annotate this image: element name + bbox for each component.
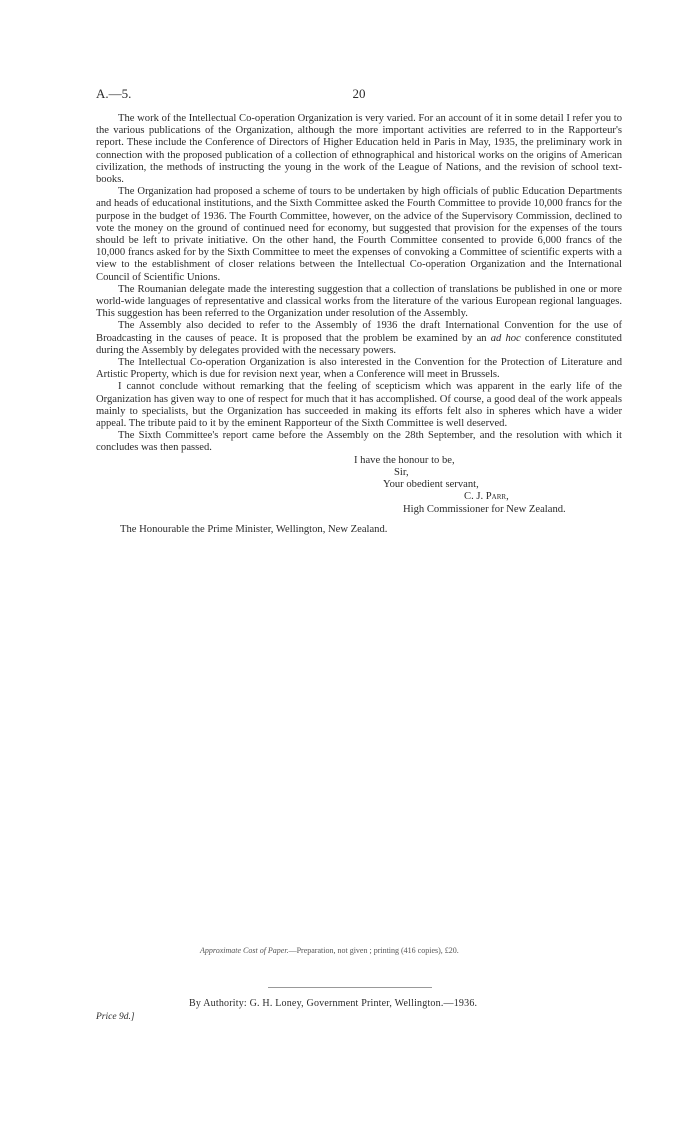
paragraph-text: conference constituted during the Assembly by delegates provided with the necessary powers. (96, 332, 622, 356)
printer-authority: By Authority: G. H. Loney, Government Printer, Wellington.—1936. (189, 998, 478, 1009)
paragraph-scepticism: I cannot conclude without remarking that the feeling of scepticism which was apparent in the early life of the Organization has given way to one of respect for much that it has accomplished. Of course, a good deal of the work appeals mainly to specialists, but the Organization has succeeded in making its efforts felt also in spheres which have a wider appeal. The tribute paid to it by the eminent Rapporteur of the Sixth Committee is well deserved. (96, 381, 622, 430)
price-note: Price 9d.] (96, 1012, 135, 1022)
paragraph-broadcasting-convention (96, 320, 622, 357)
addressee: The Honourable the Prime Minister, Wellington, New Zealand. (120, 523, 388, 535)
signatory-title: High Commissioner for New Zealand. (403, 503, 566, 515)
closing-line: I have the honour to be, (354, 454, 455, 466)
paragraph-tours-scheme: The Organization had proposed a scheme of tours to be undertaken by high officials of public Education Departments and heads of educational institutions, and the Sixth Committee asked the Fourth Committee to provide 10,000 francs for the purpose in the budget of 1936. The Fourth Committee, however, on the advice of the Supervisory Commission, declined to vote the money on the ground of continued need for economy, but suggested that provision for the expenses of the tours should be left to private initiative. On the other hand, the Fourth Committee consented to provide 6,000 francs of the 10,000 francs asked for by the Sixth Committee to meet the expenses of convoking a Committee of scientific experts with a view to the establishment of closer relations between the Intellectual Co-operation Organization and the International Council of Scientific Unions. (96, 186, 622, 283)
paragraph-literary-property: The Intellectual Co-operation Organization is also interested in the Convention for the Protection of Literature and Artistic Property, which is due for revision next year, when a Conference will meet in Brussels. (96, 357, 622, 381)
complimentary-close: Your obedient servant, (383, 479, 479, 491)
cost-note (200, 946, 459, 955)
italic-phrase: ad hoc (490, 332, 521, 344)
signoff-block (96, 455, 622, 516)
cost-label: Approximate Cost of Paper. (200, 946, 289, 955)
page-header (96, 86, 622, 104)
cost-text: —Preparation, not given ; printing (416 copies), £20. (288, 946, 459, 955)
paragraph-report-passed: The Sixth Committee's report came before the Assembly on the 28th September, and the resolution with which it concludes was then passed. (96, 430, 622, 454)
paragraph-roumanian-suggestion: The Roumanian delegate made the interesting suggestion that a collection of translations be published in one or more world-wide languages of representative and classical works from the literature of the various European regional languages. This suggestion has been referred to the Organization under resolution of the Assembly. (96, 283, 622, 320)
document-reference: A.—5. (96, 86, 132, 101)
paragraph-intellectual-cooperation: The work of the Intellectual Co-operation Organization is very varied. For an account of it in some detail I refer you to the various publications of the Organization, although the more important activities are referred to in the Rapporteur's report. These include the Conference of Directors of Higher Education held in Paris in May, 1935, the preliminary work in connection with the proposed publication of a collection of ethnographical and historical works on the origins of American civilization, the methods of instructing the young in the work of the League of Nations, and the revision of school text-books. (96, 113, 622, 186)
page-number: 20 (352, 86, 366, 101)
footer-divider (268, 987, 432, 988)
letter-body (96, 113, 622, 536)
signatory-name: C. J. Parr, (464, 491, 509, 503)
paragraph-text: The Assembly also decided to refer to the Assembly of 1936 the draft International Convention for the use of Broadcasting in the causes of peace. It is proposed that the problem be examined by an (96, 320, 622, 344)
salutation: Sir, (394, 466, 409, 478)
